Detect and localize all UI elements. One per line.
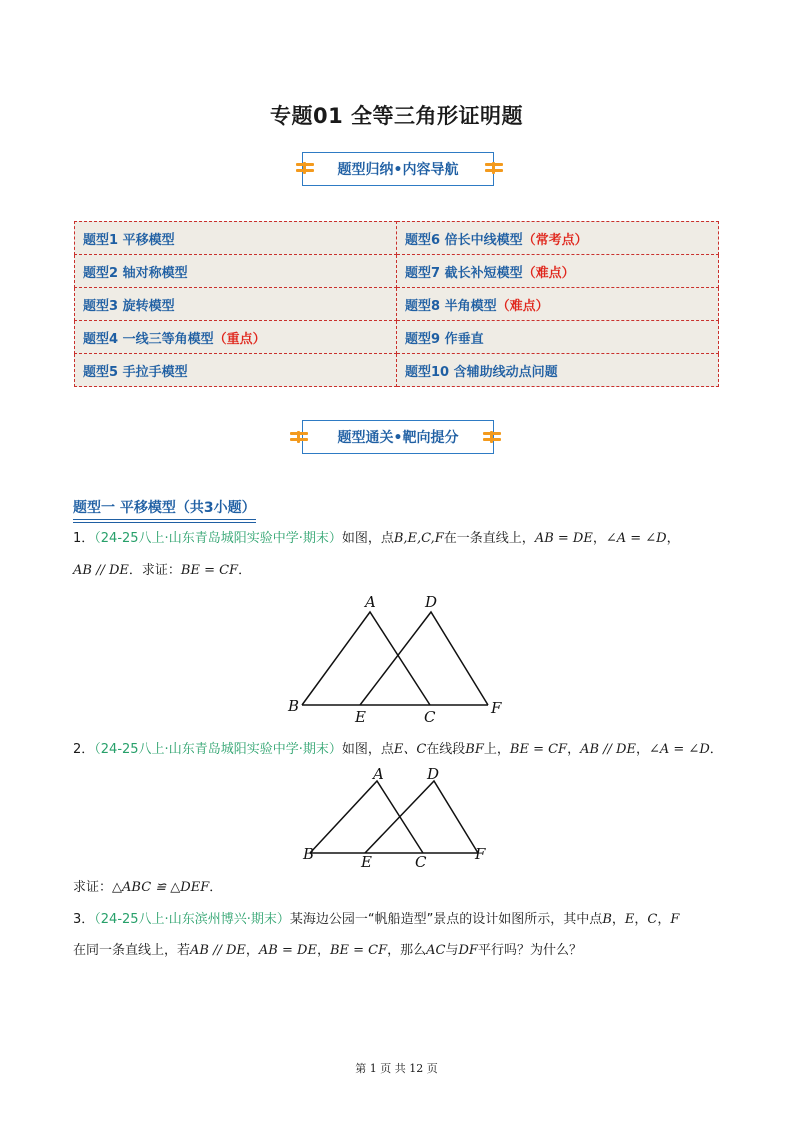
question-3-line-1: 3．（24-25八上·山东滨州博兴·期末）某海边公园一“帆船造型”景点的设计如图所示，其中点B，E，C，F <box>73 912 680 927</box>
figure-1-triangles <box>285 590 510 725</box>
question-2-prove: 求证：△ABC ≌ △DEF． <box>73 880 223 895</box>
section-heading[interactable]: 题型一 平移模型（共3小题） <box>73 497 256 520</box>
question-source: （24-25八上·山东滨州博兴·期末） <box>94 912 290 927</box>
banner-decoration-icon <box>296 162 314 174</box>
label-f: F <box>491 699 502 717</box>
label-b: B <box>303 845 315 863</box>
toc-cell[interactable]: 题型6 倍长中线模型（常考点） <box>397 222 719 255</box>
banner-decoration-icon <box>485 162 503 174</box>
label-a: A <box>365 593 376 611</box>
label-d: D <box>425 593 438 611</box>
toc-cell[interactable]: 题型3 旋转模型 <box>75 288 397 321</box>
page-title: 专题01 全等三角形证明题 <box>269 104 524 128</box>
triangle-abc <box>310 781 423 853</box>
page-footer: 第 1 页 共 12 页 <box>355 1062 438 1075</box>
toc-cell[interactable]: 题型7 截长补短模型（难点） <box>397 255 719 288</box>
question-source: （24-25八上·山东青岛城阳实验中学·期末） <box>94 531 342 546</box>
section-banner-practice <box>302 420 494 454</box>
banner-nav-text: 题型归纳•内容导航 <box>337 162 459 178</box>
figure-2-triangles <box>295 765 495 870</box>
label-f: F <box>475 845 486 863</box>
triangle-abc <box>302 612 430 705</box>
table-row <box>75 222 719 255</box>
toc-cell[interactable]: 题型5 手拉手模型 <box>75 354 397 387</box>
banner-decoration-icon <box>290 431 308 443</box>
label-c: C <box>424 708 436 725</box>
section-banner-nav <box>302 152 494 186</box>
table-row <box>75 321 719 354</box>
topic-index-table <box>74 221 719 387</box>
banner-decoration-icon <box>483 431 501 443</box>
toc-cell[interactable]: 题型4 一线三等角模型（重点） <box>75 321 397 354</box>
question-3-line-2: 在同一条直线上，若AB // DE，AB = DE，BE = CF，那么AC与DF平行吗？为什么？ <box>73 943 582 958</box>
banner-practice-text: 题型通关•靶向提分 <box>337 430 459 446</box>
toc-cell[interactable]: 题型1 平移模型 <box>75 222 397 255</box>
table-row <box>75 288 719 321</box>
toc-cell[interactable]: 题型10 含辅助线动点问题 <box>397 354 719 387</box>
question-2-line-1: 2．（24-25八上·山东青岛城阳实验中学·期末）如图，点E、C在线段BF上，BE = CF，AB // DE，∠A = ∠D． <box>73 742 723 757</box>
table-row <box>75 255 719 288</box>
toc-cell[interactable]: 题型2 轴对称模型 <box>75 255 397 288</box>
label-e: E <box>361 853 372 870</box>
question-source: （24-25八上·山东青岛城阳实验中学·期末） <box>94 742 342 757</box>
question-1-line-2: AB // DE．求证：BE = CF． <box>73 563 252 578</box>
toc-cell[interactable]: 题型9 作垂直 <box>397 321 719 354</box>
label-b: B <box>288 697 300 715</box>
label-d: D <box>427 765 440 783</box>
triangle-def <box>365 781 478 853</box>
table-row <box>75 354 719 387</box>
label-a: A <box>373 765 384 783</box>
toc-cell[interactable]: 题型8 半角模型（难点） <box>397 288 719 321</box>
label-e: E <box>355 708 366 725</box>
question-1-line-1: 1．（24-25八上·山东青岛城阳实验中学·期末）如图，点B,E,C,F在一条直线上，AB = DE，∠A = ∠D， <box>73 531 680 546</box>
label-c: C <box>415 853 427 870</box>
